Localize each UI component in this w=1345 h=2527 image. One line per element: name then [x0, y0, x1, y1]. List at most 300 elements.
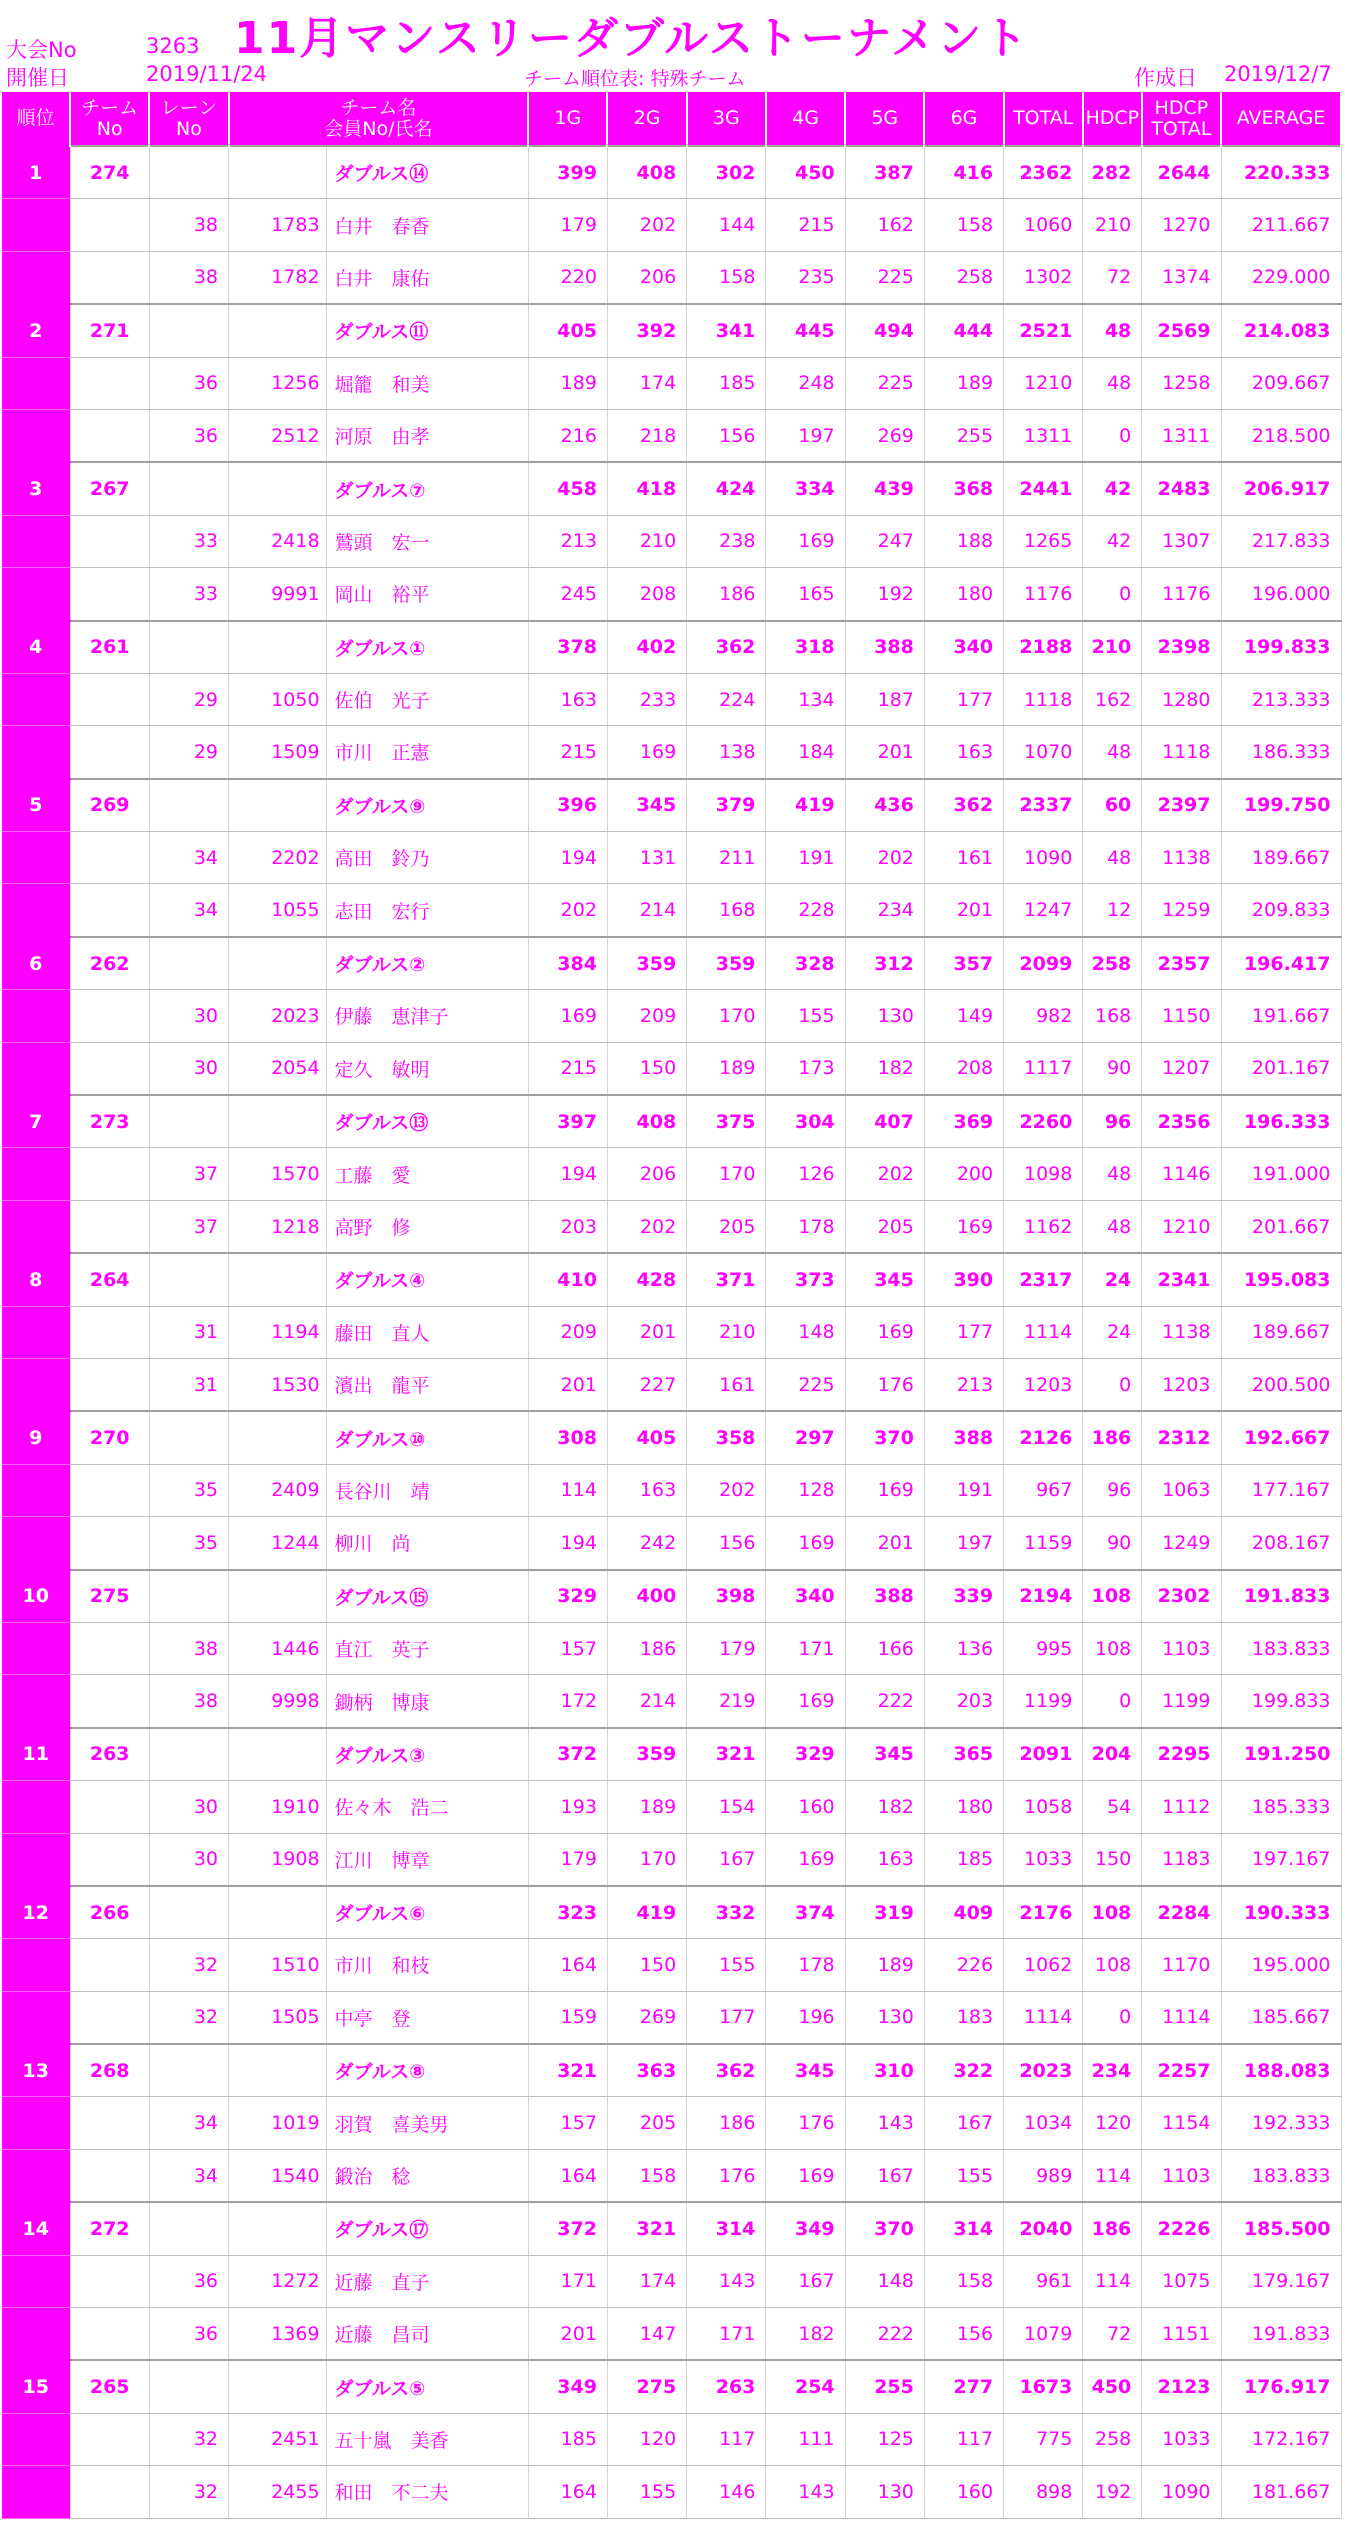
- rank-cell: [2, 2149, 70, 2202]
- lane-cell: [149, 1253, 228, 1306]
- game-4-cell: 155: [766, 990, 845, 1042]
- member-name-cell: 定久 敏明: [326, 1042, 528, 1095]
- game-1-cell: 164: [528, 2149, 607, 2202]
- hdcp-total-cell: 1114: [1142, 1991, 1221, 2044]
- lane-cell: [149, 621, 228, 674]
- game-2-cell: 359: [607, 937, 686, 990]
- member-name-cell: 高田 鈴乃: [326, 832, 528, 884]
- rank-cell: [2, 1517, 70, 1570]
- game-4-cell: 345: [766, 2044, 845, 2097]
- team-no-cell: 274: [70, 146, 149, 199]
- game-5-cell: 225: [845, 357, 924, 409]
- average-cell: 191.250: [1221, 1728, 1341, 1781]
- game-5-cell: 312: [845, 937, 924, 990]
- member-no-cell: [229, 1253, 327, 1306]
- total-cell: 2176: [1004, 1886, 1083, 1939]
- game-2-cell: 408: [607, 146, 686, 199]
- col-average: AVERAGE: [1221, 92, 1341, 146]
- total-cell: 1114: [1004, 1306, 1083, 1358]
- hdcp-total-cell: 1176: [1142, 568, 1221, 621]
- team-row: [2, 304, 1341, 357]
- member-row: [2, 1148, 1341, 1200]
- game-1-cell: 216: [528, 409, 607, 462]
- team-no-cell: [70, 1148, 149, 1200]
- game-6-cell: 339: [924, 1570, 1003, 1623]
- member-no-cell: 1783: [229, 199, 327, 251]
- average-cell: 229.000: [1221, 251, 1341, 304]
- lane-cell: 32: [149, 1991, 228, 2044]
- rank-cell: [2, 357, 70, 409]
- lane-cell: 34: [149, 884, 228, 937]
- hdcp-cell: 48: [1083, 726, 1142, 779]
- member-no-cell: 2202: [229, 832, 327, 884]
- game-1-cell: 308: [528, 1411, 607, 1464]
- game-6-cell: 365: [924, 1728, 1003, 1781]
- lane-cell: 30: [149, 1042, 228, 1095]
- average-cell: 185.333: [1221, 1781, 1341, 1833]
- member-row: [2, 2466, 1341, 2518]
- game-4-cell: 196: [766, 1991, 845, 2044]
- average-cell: 199.833: [1221, 621, 1341, 674]
- lane-cell: 34: [149, 832, 228, 884]
- col-3g: 3G: [687, 92, 766, 146]
- game-5-cell: 162: [845, 199, 924, 251]
- game-4-cell: 235: [766, 251, 845, 304]
- member-no-cell: 2451: [229, 2413, 327, 2465]
- member-row: [2, 726, 1341, 779]
- average-cell: 196.417: [1221, 937, 1341, 990]
- game-2-cell: 402: [607, 621, 686, 674]
- member-row: [2, 2097, 1341, 2149]
- hdcp-total-cell: 1138: [1142, 832, 1221, 884]
- game-6-cell: 185: [924, 1833, 1003, 1886]
- game-3-cell: 205: [687, 1200, 766, 1253]
- member-no-cell: 1782: [229, 251, 327, 304]
- total-cell: 1673: [1004, 2360, 1083, 2413]
- total-cell: 2126: [1004, 1411, 1083, 1464]
- game-5-cell: 130: [845, 2466, 924, 2518]
- team-no-cell: [70, 1781, 149, 1833]
- member-no-cell: [229, 937, 327, 990]
- game-1-cell: 193: [528, 1781, 607, 1833]
- game-1-cell: 399: [528, 146, 607, 199]
- hdcp-total-cell: 1118: [1142, 726, 1221, 779]
- game-2-cell: 205: [607, 2097, 686, 2149]
- average-cell: 191.000: [1221, 1148, 1341, 1200]
- game-4-cell: 445: [766, 304, 845, 357]
- total-cell: 1114: [1004, 1991, 1083, 2044]
- game-5-cell: 143: [845, 2097, 924, 2149]
- member-row: [2, 1464, 1341, 1516]
- game-6-cell: 213: [924, 1358, 1003, 1411]
- game-3-cell: 168: [687, 884, 766, 937]
- lane-cell: 38: [149, 1622, 228, 1674]
- hdcp-cell: 210: [1083, 621, 1142, 674]
- hdcp-total-cell: 1138: [1142, 1306, 1221, 1358]
- member-name-cell: 藤田 直人: [326, 1306, 528, 1358]
- team-no-cell: 267: [70, 462, 149, 515]
- average-cell: 209.833: [1221, 884, 1341, 937]
- tournament-no: 3263: [146, 34, 200, 58]
- member-no-cell: [229, 304, 327, 357]
- game-1-cell: 114: [528, 1464, 607, 1516]
- member-row: [2, 1517, 1341, 1570]
- game-3-cell: 179: [687, 1622, 766, 1674]
- game-2-cell: 174: [607, 357, 686, 409]
- hdcp-total-cell: 2295: [1142, 1728, 1221, 1781]
- game-4-cell: 128: [766, 1464, 845, 1516]
- hdcp-cell: 108: [1083, 1570, 1142, 1623]
- hdcp-cell: 258: [1083, 2413, 1142, 2465]
- total-cell: 1162: [1004, 1200, 1083, 1253]
- game-2-cell: 169: [607, 726, 686, 779]
- game-4-cell: 318: [766, 621, 845, 674]
- team-name-cell: ダブルス⑭: [326, 146, 528, 199]
- game-3-cell: 332: [687, 1886, 766, 1939]
- hdcp-total-cell: 2483: [1142, 462, 1221, 515]
- rank-cell: 8: [2, 1253, 70, 1306]
- total-cell: 961: [1004, 2255, 1083, 2307]
- col-6g: 6G: [924, 92, 1003, 146]
- average-cell: 181.667: [1221, 2466, 1341, 2518]
- team-no-cell: [70, 1833, 149, 1886]
- game-6-cell: 155: [924, 2149, 1003, 2202]
- team-no-cell: [70, 1200, 149, 1253]
- member-no-cell: 2512: [229, 409, 327, 462]
- team-no-cell: [70, 2308, 149, 2361]
- game-4-cell: 143: [766, 2466, 845, 2518]
- game-5-cell: 234: [845, 884, 924, 937]
- event-date: 2019/11/24: [146, 62, 268, 86]
- total-cell: 1203: [1004, 1358, 1083, 1411]
- hdcp-cell: 0: [1083, 1991, 1142, 2044]
- total-cell: 2099: [1004, 937, 1083, 990]
- rank-cell: 11: [2, 1728, 70, 1781]
- team-no-cell: [70, 1464, 149, 1516]
- rank-cell: [2, 1148, 70, 1200]
- hdcp-cell: 72: [1083, 251, 1142, 304]
- rank-cell: 5: [2, 779, 70, 832]
- hdcp-cell: 48: [1083, 1200, 1142, 1253]
- total-cell: 2337: [1004, 779, 1083, 832]
- page-title: 11月マンスリーダブルストーナメント: [234, 13, 1030, 64]
- average-cell: 209.667: [1221, 357, 1341, 409]
- lane-cell: 34: [149, 2149, 228, 2202]
- lane-cell: 38: [149, 199, 228, 251]
- team-no-cell: 268: [70, 2044, 149, 2097]
- rank-cell: [2, 409, 70, 462]
- total-cell: 1176: [1004, 568, 1083, 621]
- member-no-cell: [229, 1095, 327, 1148]
- game-1-cell: 172: [528, 1675, 607, 1728]
- member-name-cell: 和田 不二夫: [326, 2466, 528, 2518]
- game-4-cell: 248: [766, 357, 845, 409]
- game-1-cell: 323: [528, 1886, 607, 1939]
- game-1-cell: 215: [528, 1042, 607, 1095]
- game-4-cell: 169: [766, 1517, 845, 1570]
- member-row: [2, 2149, 1341, 2202]
- member-row: [2, 1622, 1341, 1674]
- team-name-cell: ダブルス⑧: [326, 2044, 528, 2097]
- game-5-cell: 345: [845, 1253, 924, 1306]
- average-cell: 185.667: [1221, 1991, 1341, 2044]
- game-3-cell: 238: [687, 515, 766, 567]
- rank-cell: [2, 2255, 70, 2307]
- member-row: [2, 1306, 1341, 1358]
- member-no-cell: 1505: [229, 1991, 327, 2044]
- game-2-cell: 419: [607, 1886, 686, 1939]
- hdcp-cell: 234: [1083, 2044, 1142, 2097]
- hdcp-cell: 24: [1083, 1306, 1142, 1358]
- game-3-cell: 202: [687, 1464, 766, 1516]
- total-cell: 1060: [1004, 199, 1083, 251]
- game-3-cell: 211: [687, 832, 766, 884]
- game-4-cell: 169: [766, 515, 845, 567]
- game-3-cell: 362: [687, 2044, 766, 2097]
- average-cell: 191.667: [1221, 990, 1341, 1042]
- team-no-cell: [70, 409, 149, 462]
- game-3-cell: 144: [687, 199, 766, 251]
- game-4-cell: 334: [766, 462, 845, 515]
- rank-cell: [2, 990, 70, 1042]
- game-2-cell: 428: [607, 1253, 686, 1306]
- game-2-cell: 201: [607, 1306, 686, 1358]
- hdcp-total-cell: 2123: [1142, 2360, 1221, 2413]
- game-4-cell: 167: [766, 2255, 845, 2307]
- member-row: [2, 409, 1341, 462]
- team-row: [2, 2202, 1341, 2255]
- game-6-cell: 149: [924, 990, 1003, 1042]
- game-1-cell: 194: [528, 1148, 607, 1200]
- game-5-cell: 182: [845, 1781, 924, 1833]
- member-row: [2, 357, 1341, 409]
- total-cell: 1033: [1004, 1833, 1083, 1886]
- game-2-cell: 174: [607, 2255, 686, 2307]
- lane-cell: 35: [149, 1517, 228, 1570]
- hdcp-cell: 192: [1083, 2466, 1142, 2518]
- team-no-cell: [70, 199, 149, 251]
- game-3-cell: 189: [687, 1042, 766, 1095]
- member-no-cell: [229, 2360, 327, 2413]
- game-5-cell: 310: [845, 2044, 924, 2097]
- member-row: [2, 673, 1341, 725]
- hdcp-cell: 120: [1083, 2097, 1142, 2149]
- lane-cell: 29: [149, 673, 228, 725]
- team-row: [2, 146, 1341, 199]
- game-2-cell: 155: [607, 2466, 686, 2518]
- team-name-cell: ダブルス⑤: [326, 2360, 528, 2413]
- game-3-cell: 176: [687, 2149, 766, 2202]
- col-2g: 2G: [607, 92, 686, 146]
- game-5-cell: 201: [845, 726, 924, 779]
- game-5-cell: 189: [845, 1939, 924, 1991]
- game-6-cell: 258: [924, 251, 1003, 304]
- hdcp-total-cell: 1151: [1142, 2308, 1221, 2361]
- game-2-cell: 206: [607, 251, 686, 304]
- team-no-cell: 270: [70, 1411, 149, 1464]
- hdcp-total-cell: 2398: [1142, 621, 1221, 674]
- team-name-cell: ダブルス④: [326, 1253, 528, 1306]
- member-no-cell: [229, 1728, 327, 1781]
- team-row: [2, 779, 1341, 832]
- member-no-cell: 1055: [229, 884, 327, 937]
- member-name-cell: 白井 康佑: [326, 251, 528, 304]
- game-6-cell: 203: [924, 1675, 1003, 1728]
- team-no-cell: [70, 2149, 149, 2202]
- rank-cell: [2, 1200, 70, 1253]
- team-name-cell: ダブルス⑦: [326, 462, 528, 515]
- game-2-cell: 269: [607, 1991, 686, 2044]
- game-2-cell: 418: [607, 462, 686, 515]
- hdcp-total-cell: 1150: [1142, 990, 1221, 1042]
- team-no-cell: [70, 515, 149, 567]
- game-4-cell: 297: [766, 1411, 845, 1464]
- game-6-cell: 183: [924, 1991, 1003, 2044]
- hdcp-total-cell: 1154: [1142, 2097, 1221, 2149]
- game-2-cell: 209: [607, 990, 686, 1042]
- game-4-cell: 197: [766, 409, 845, 462]
- hdcp-cell: 168: [1083, 990, 1142, 1042]
- hdcp-cell: 96: [1083, 1464, 1142, 1516]
- game-5-cell: 319: [845, 1886, 924, 1939]
- member-no-cell: 1019: [229, 2097, 327, 2149]
- col-name: チーム名 会員No/氏名: [229, 92, 529, 146]
- game-5-cell: 407: [845, 1095, 924, 1148]
- hdcp-total-cell: 1146: [1142, 1148, 1221, 1200]
- team-row: [2, 1411, 1341, 1464]
- member-name-cell: 長谷川 靖: [326, 1464, 528, 1516]
- hdcp-cell: 282: [1083, 146, 1142, 199]
- game-2-cell: 218: [607, 409, 686, 462]
- game-3-cell: 167: [687, 1833, 766, 1886]
- game-3-cell: 185: [687, 357, 766, 409]
- hdcp-cell: 150: [1083, 1833, 1142, 1886]
- member-no-cell: 1369: [229, 2308, 327, 2361]
- average-cell: 201.167: [1221, 1042, 1341, 1095]
- col-5g: 5G: [845, 92, 924, 146]
- average-cell: 186.333: [1221, 726, 1341, 779]
- hdcp-total-cell: 1307: [1142, 515, 1221, 567]
- total-cell: 775: [1004, 2413, 1083, 2465]
- member-no-cell: [229, 621, 327, 674]
- average-cell: 172.167: [1221, 2413, 1341, 2465]
- game-6-cell: 197: [924, 1517, 1003, 1570]
- average-cell: 191.833: [1221, 2308, 1341, 2361]
- average-cell: 189.667: [1221, 832, 1341, 884]
- team-row: [2, 1095, 1341, 1148]
- game-5-cell: 166: [845, 1622, 924, 1674]
- game-4-cell: 215: [766, 199, 845, 251]
- game-3-cell: 210: [687, 1306, 766, 1358]
- average-cell: 220.333: [1221, 146, 1341, 199]
- game-6-cell: 136: [924, 1622, 1003, 1674]
- team-name-cell: ダブルス⑨: [326, 779, 528, 832]
- game-2-cell: 227: [607, 1358, 686, 1411]
- game-1-cell: 378: [528, 621, 607, 674]
- total-cell: 1199: [1004, 1675, 1083, 1728]
- game-4-cell: 134: [766, 673, 845, 725]
- team-no-cell: 264: [70, 1253, 149, 1306]
- game-4-cell: 184: [766, 726, 845, 779]
- game-6-cell: 388: [924, 1411, 1003, 1464]
- lane-cell: [149, 2360, 228, 2413]
- lane-cell: [149, 1411, 228, 1464]
- team-name-cell: ダブルス⑬: [326, 1095, 528, 1148]
- game-5-cell: 192: [845, 568, 924, 621]
- game-6-cell: 156: [924, 2308, 1003, 2361]
- average-cell: 196.333: [1221, 1095, 1341, 1148]
- team-row: [2, 1253, 1341, 1306]
- rank-cell: [2, 2308, 70, 2361]
- average-cell: 188.083: [1221, 2044, 1341, 2097]
- hdcp-total-cell: 1103: [1142, 1622, 1221, 1674]
- member-name-cell: 鷲頭 宏一: [326, 515, 528, 567]
- game-1-cell: 384: [528, 937, 607, 990]
- team-no-cell: [70, 1991, 149, 2044]
- game-4-cell: 340: [766, 1570, 845, 1623]
- average-cell: 191.833: [1221, 1570, 1341, 1623]
- average-cell: 208.167: [1221, 1517, 1341, 1570]
- game-6-cell: 188: [924, 515, 1003, 567]
- average-cell: 195.000: [1221, 1939, 1341, 1991]
- col-hdcp: HDCP: [1083, 92, 1142, 146]
- total-cell: 1247: [1004, 884, 1083, 937]
- col-team-no: チーム No: [70, 92, 149, 146]
- hdcp-cell: 258: [1083, 937, 1142, 990]
- hdcp-cell: 210: [1083, 199, 1142, 251]
- rank-cell: [2, 199, 70, 251]
- lane-cell: 29: [149, 726, 228, 779]
- game-3-cell: 143: [687, 2255, 766, 2307]
- game-2-cell: 158: [607, 2149, 686, 2202]
- game-3-cell: 219: [687, 1675, 766, 1728]
- hdcp-total-cell: 1112: [1142, 1781, 1221, 1833]
- game-6-cell: 369: [924, 1095, 1003, 1148]
- total-cell: 1210: [1004, 357, 1083, 409]
- game-6-cell: 158: [924, 2255, 1003, 2307]
- lane-cell: 36: [149, 409, 228, 462]
- game-6-cell: 169: [924, 1200, 1003, 1253]
- total-cell: 967: [1004, 1464, 1083, 1516]
- total-cell: 2188: [1004, 621, 1083, 674]
- hdcp-total-cell: 1280: [1142, 673, 1221, 725]
- member-name-cell: 直江 英子: [326, 1622, 528, 1674]
- member-name-cell: 濱出 龍平: [326, 1358, 528, 1411]
- game-5-cell: 222: [845, 1675, 924, 1728]
- rank-cell: [2, 251, 70, 304]
- total-cell: 1302: [1004, 251, 1083, 304]
- game-1-cell: 215: [528, 726, 607, 779]
- member-no-cell: 1256: [229, 357, 327, 409]
- member-name-cell: 近藤 昌司: [326, 2308, 528, 2361]
- game-2-cell: 208: [607, 568, 686, 621]
- team-no-cell: [70, 1306, 149, 1358]
- game-2-cell: 147: [607, 2308, 686, 2361]
- team-name-cell: ダブルス③: [326, 1728, 528, 1781]
- standings-table: [2, 92, 1342, 2519]
- team-name-cell: ダブルス⑩: [326, 1411, 528, 1464]
- game-6-cell: 357: [924, 937, 1003, 990]
- game-6-cell: 160: [924, 2466, 1003, 2518]
- hdcp-cell: 114: [1083, 2149, 1142, 2202]
- team-no-cell: [70, 568, 149, 621]
- rank-cell: [2, 884, 70, 937]
- lane-cell: 37: [149, 1148, 228, 1200]
- hdcp-total-cell: 2357: [1142, 937, 1221, 990]
- lane-cell: 33: [149, 515, 228, 567]
- game-4-cell: 374: [766, 1886, 845, 1939]
- game-4-cell: 182: [766, 2308, 845, 2361]
